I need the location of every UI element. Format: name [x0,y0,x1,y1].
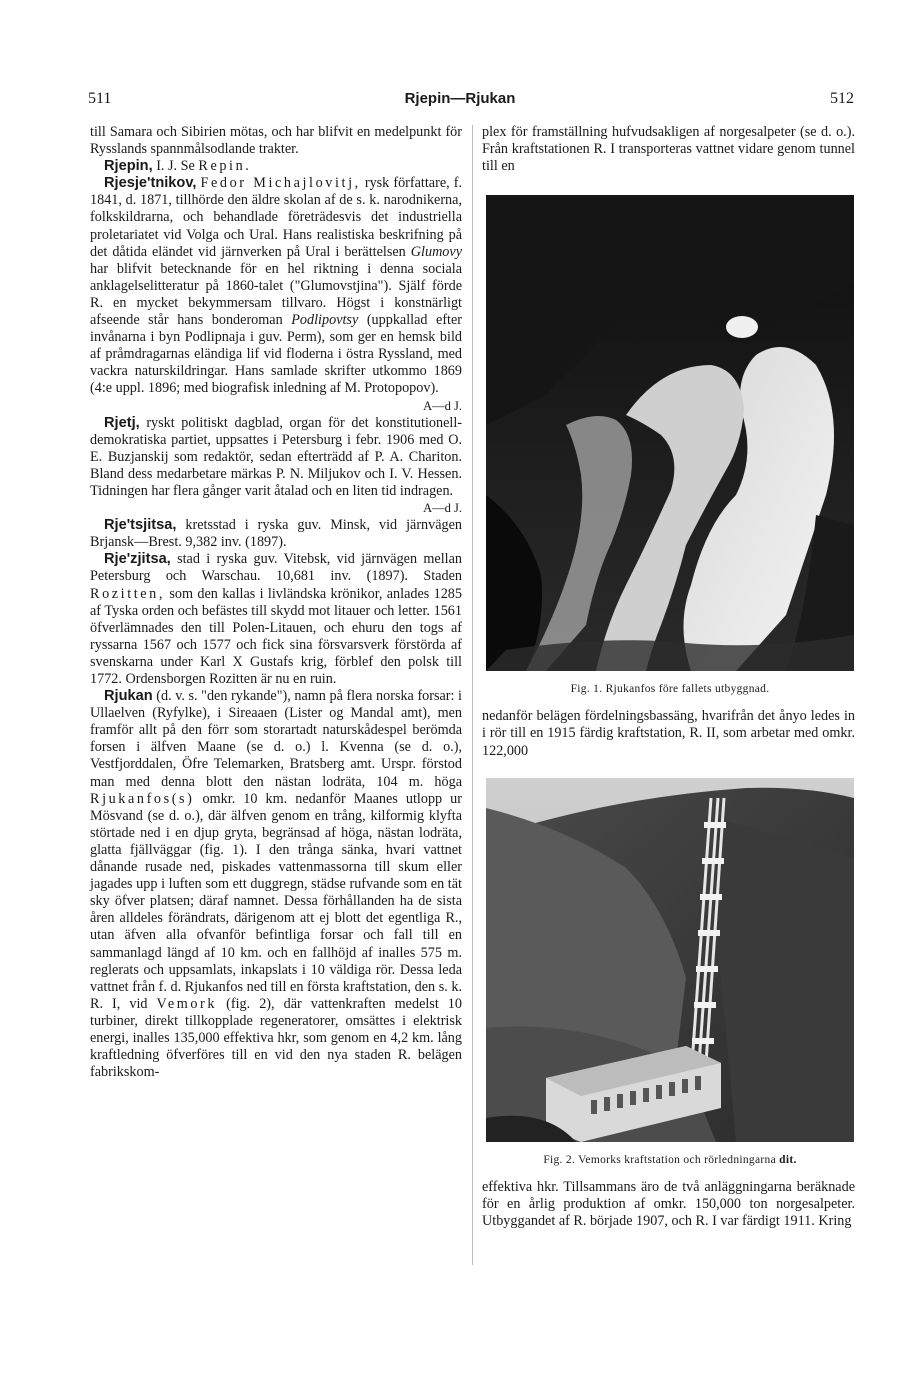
figure-2-caption [486,1152,854,1169]
column-divider [472,125,473,1265]
power-station-image [486,778,854,1142]
headword: Rjukan [104,688,153,705]
figure-1 [486,195,854,698]
page-number-left: 511 [88,90,112,107]
waterfall-photo [486,195,854,671]
running-title: Rjepin—Rjukan [404,90,516,107]
page-number-right: 512 [830,90,854,107]
entry-text: rysk författare, f. 1841, d. 1871, tillhörde den äldre skolan af de s. k. narodnikerna, folkskildrarna, och behandlade företrädesvis det industriella proletariatet vid Volga och Ural. Hans realistiska beskrifning på det dåtida eländet vid järnverken på Ural i berättelsen [90,175,463,260]
figure-2 [486,778,854,1169]
headword: Rje'tsjitsa, [104,517,177,534]
spaced-name: Rozitten, [90,585,166,602]
entry-text: (fig. 2), där vattenkraften medelst 10 turbiner, direkt tillkopplade regeneratorer, omsättes i elektrisk energi, inalles 135,000 effektiva hkr, som genom en 4,2 km. lång kraftledning öfverföres till en vid den nya staden R. belägen fabrikskom- [90,995,462,1081]
headword: Rje'zjitsa, [104,551,171,568]
paragraph-text: till Samara och Sibirien mötas, och har blifvit en medelpunkt för Rysslands spannmålsodlande trakter. [90,124,462,158]
entry-text: (uppkallad efter invånarna i byn Podlipnaja i guv. Perm), som ger en hemsk bild af pråmdragarnas eländiga lif vid floderna i östra Ryssland, med vackra naturskildringar. Hans samlade skrifter utkommo 1869 (4:e uppl. 1896; med biografisk inledning af M. Protopopov). [90,312,463,397]
entry-rjetsjitsa [90,517,462,551]
entry-text: I. J. Se [156,158,195,175]
headword: Rjetj, [104,414,140,431]
entry-rjezjitsa [90,551,462,688]
entry-text: (d. v. s. "den rykande"), namn på flera norska forsar: i Ullaelven (Ryfylke), i Sireaaen (Lister og Mandal amt), men framför allt på den förr som storartadt naturskådespel berömda forsen i älfven Maane (se d. o.) l. Kvenna (se d. o.), Vestfjorddalen, Öfre Telemarken, Bratsberg amt. Urspr. förstod man med denna blott den nästan lodräta, 104 m. höga [90,688,463,790]
spaced-name: Rjukanfos(s) [90,790,195,807]
paragraph-text: nedanför belägen fördelningsbassäng, hvarifrån det ånyo ledes in i rör till en 1915 färdig kraftstation, R. II, som arbetar med omkr. 122,000 [482,708,855,759]
spaced-name: Fedor Michajlovitj, [200,175,361,192]
spaced-name: Vemork [156,995,218,1012]
entry-rjukan [90,688,462,1081]
author-signature: A—d J. [423,398,462,413]
entry-text: stad i ryska guv. Vitebsk, vid järnvägen mellan Petersburg och Warschau. 10,681 inv. (1897). Staden [90,551,462,585]
entry-text: har blifvit betecknande för en hel riktning i denna sociala anklagelselitteratur på 1860-talet ("Glumovstjina"). Själf förde R. en mycket bekymmersam tillvaro. Högst i konstnärligt afseende står hans bonderoman [90,260,462,329]
paragraph-text: plex för framställning hufvudsakligen af norgesalpeter (se d. o.). Från kraftstationen R. I transporteras vattnet vidare genom tunnel till en [482,124,855,175]
entry-text: ryskt politiskt dagblad, organ för det konstitutionell-demokratiska partiet, uppsattes i Petersburg i febr. 1906 med O. E. Buzjanskij som redaktör, sedan efterträdd af P. A. Chariton. Bland dess medarbetare märkas P. N. Miljukov och I. V. Hessen. Tidningen har flera gånger varit åtalad och en liten tid indragen. [90,414,462,499]
entry-text: kretsstad i ryska guv. Minsk, vid järnvägen Brjansk—Brest. 9,382 inv. (1897). [90,517,463,551]
author-signature: A—d J. [423,501,462,516]
caption-text-bold: dit. [779,1153,797,1166]
waterfall-image [486,195,854,671]
paragraph [482,708,855,759]
right-column [482,124,855,1230]
headword: Rjesje'tnikov, [104,175,197,192]
entry-rjesjetnikov [90,175,463,413]
entry-rjepin [90,158,462,175]
left-column [90,124,462,1081]
entry-text: omkr. 10 km. nedanför Maanes utlopp ur Mösvand (se d. o.), där älfven genom en trång, kilformig klyfta störtade ned i en djup gryta, begränsad af höga, nästan lodräta, glatta fjällväggar (fig. 1). I den trånga sänka, hvari vattnet dånande rusade ned, piskades vattenmassorna till skum eller jagades upp i luften som ett duggregn, städse rufvande som en tät sky öfver platsen; däraf namnet. Dessa förhållanden ha de sista åren alldeles förändrats, därigenom att ej blott det egentliga R., utan äfven alla ofvanför befintliga forsar och fall till en sammanlagd längd af 10 km. och en fallhöjd af inalles 575 m. reglerats och uppsamlats, inkapslats i 10 väldiga rör. Dessa leda vattnet från f. d. Rjukanfos ned till en första kraftstation, den s. k. R. I, vid [90,790,462,1012]
entry-text: som den kallas i livländska krönikor, anlades 1285 af Tyska orden och befästes till skydd mot litauer och letter. 1561 öfverlämnades den till Polen-Litauen, och ehuru den togs af ryssarna 1567 och 1577 och fick sina försvarsverk förstörda af svenskarna under Karl X Gustafs krig, förblef den polsk till 1772. Ordensborgen Rozitten är nu en ruin. [90,585,462,687]
work-title: Podlipovtsy [291,312,359,329]
cross-reference: Repin. [198,158,252,175]
entry-rjetj [90,414,462,516]
headword: Rjepin, [104,158,153,175]
paragraph-text: effektiva hkr. Tillsammans äro de två anläggningarna beräknade för en årlig produktion af omkr. 150,000 ton norgesalpeter. Utbyggandet af R. började 1907, och R. I var färdigt 1911. Kring [482,1178,855,1229]
continuation-paragraph [482,124,855,175]
figure-1-caption: Fig. 1. Rjukanfos före fallets utbyggnad. [570,683,770,696]
work-title: Glumovy [410,243,462,260]
page-header [0,90,920,114]
paragraph [482,1179,855,1230]
caption-text: Fig. 2. Vemorks kraftstation och rörledningarna [543,1153,776,1166]
power-station-photo [486,778,854,1142]
continuation-paragraph [90,124,462,158]
